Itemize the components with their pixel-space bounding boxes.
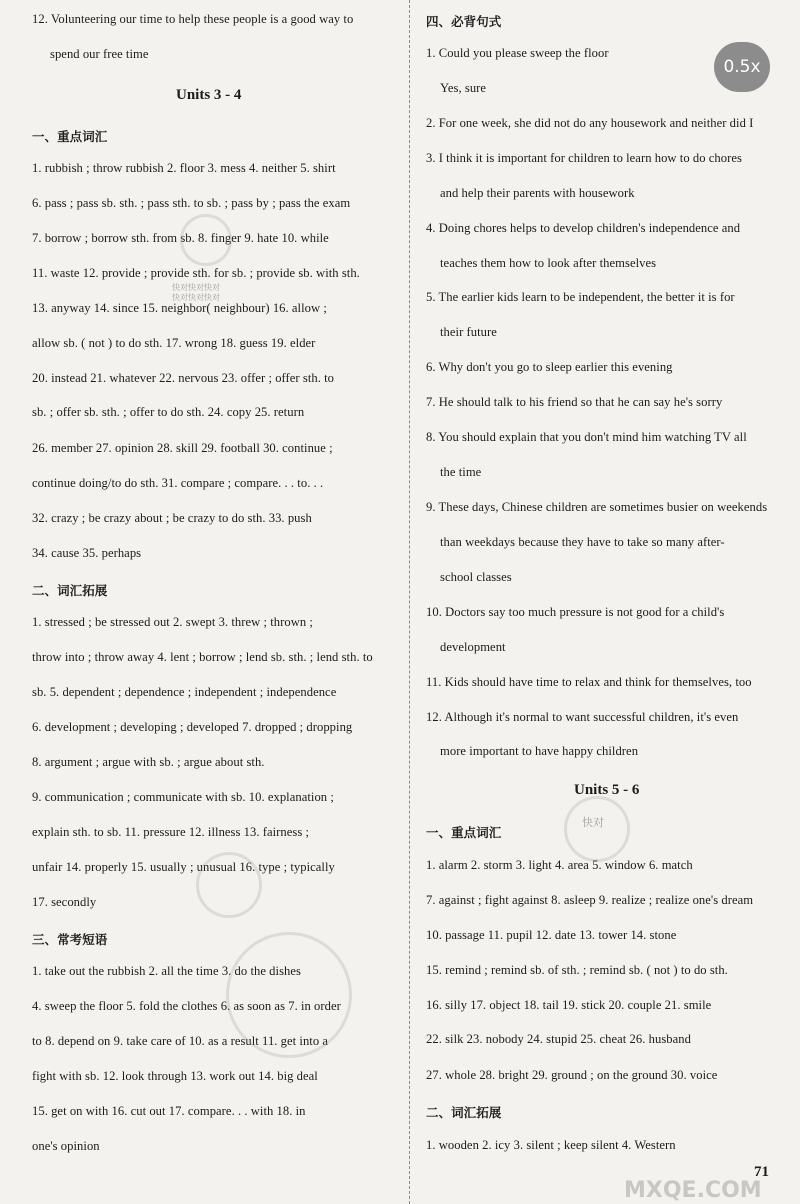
sentence-line: 11. Kids should have time to relax and think for themselves, too <box>426 675 752 689</box>
vocab-line: 20. instead 21. whatever 22. nervous 23. offer ; offer sth. to <box>32 371 335 385</box>
vocab-line: 27. whole 28. bright 29. ground ; on the ground 30. voice <box>426 1068 718 1082</box>
sentence-line: development <box>440 640 506 654</box>
section-key-vocab-title: 一、重点词汇 <box>32 129 108 144</box>
page-number: 71 <box>754 1164 769 1180</box>
phrase-line: 4. sweep the floor 5. fold the clothes 6. as soon as 7. in order <box>32 999 341 1013</box>
vocab-line: 34. cause 35. perhaps <box>32 546 142 560</box>
vocab-line: 1. alarm 2. storm 3. light 4. area 5. window 6. match <box>426 858 693 872</box>
expansion-line: unfair 14. properly 15. usually ; unusual 16. type ; typically <box>32 860 335 874</box>
vocab-line: 15. remind ; remind sb. of sth. ; remind sb. ( not ) to do sth. <box>426 963 728 977</box>
sentence-line: 12. Although it's normal to want successful children, it's even <box>426 710 739 724</box>
sentence-line: 1. Could you please sweep the floor <box>426 46 609 60</box>
watermark-ring <box>196 852 262 918</box>
section-vocab-expansion-title: 二、词汇拓展 <box>32 583 108 598</box>
phrase-line: fight with sb. 12. look through 13. work out 14. big deal <box>32 1069 318 1083</box>
zoom-badge[interactable]: 0.5x <box>714 42 770 92</box>
units-3-4-title: Units 3 - 4 <box>176 87 242 103</box>
site-watermark: MXQE.COM <box>624 1178 762 1203</box>
phrase-line: one's opinion <box>32 1139 100 1153</box>
expansion-line: 8. argument ; argue with sb. ; argue about sth. <box>32 755 265 769</box>
sentence-line: 2. For one week, she did not do any housework and neither did I <box>426 116 754 130</box>
sentence-line: their future <box>440 325 497 339</box>
item-12-line-1: 12. Volunteering our time to help these people is a good way to <box>32 12 354 26</box>
vocab-line: 10. passage 11. pupil 12. date 13. tower 14. stone <box>426 928 677 942</box>
sentence-line: more important to have happy children <box>440 744 639 758</box>
column-divider <box>409 0 410 1204</box>
expansion-line: 17. secondly <box>32 895 97 909</box>
sentence-line: 3. I think it is important for children to learn how to do chores <box>426 151 742 165</box>
expansion-line: explain sth. to sb. 11. pressure 12. illness 13. fairness ; <box>32 825 310 839</box>
sentence-line: 5. The earlier kids learn to be independent, the better it is for <box>426 290 735 304</box>
vocab-line: 13. anyway 14. since 15. neighbor( neighbour) 16. allow ; <box>32 301 327 315</box>
vocab-line: 7. borrow ; borrow sth. from sb. 8. finger 9. hate 10. while <box>32 231 329 245</box>
expansion-line: throw into ; throw away 4. lent ; borrow ; lend sb. sth. ; lend sth. to <box>32 650 373 664</box>
vocab-line: 26. member 27. opinion 28. skill 29. football 30. continue ; <box>32 441 333 455</box>
sentence-line: 4. Doing chores helps to develop children's independence and <box>426 221 741 235</box>
phrase-line: 15. get on with 16. cut out 17. compare. . . with 18. in <box>32 1104 306 1118</box>
right-column <box>414 0 800 1204</box>
watermark-stamp-text: 快对 <box>582 816 604 829</box>
sentence-line: 10. Doctors say too much pressure is not good for a child's <box>426 605 725 619</box>
sentence-line: Yes, sure <box>440 81 487 95</box>
section-common-phrases-title: 三、常考短语 <box>32 932 108 947</box>
sentence-line: the time <box>440 465 482 479</box>
sentence-line: than weekdays because they have to take so many after- <box>440 535 725 549</box>
sentence-line: 7. He should talk to his friend so that he can say he's sorry <box>426 395 723 409</box>
vocab-line: 32. crazy ; be crazy about ; be crazy to do sth. 33. push <box>32 511 312 525</box>
item-12-line-2: spend our free time <box>50 47 149 61</box>
vocab-line: 16. silly 17. object 18. tail 19. stick 20. couple 21. smile <box>426 998 712 1012</box>
watermark-ring <box>180 214 232 266</box>
vocab-line: continue doing/to do sth. 31. compare ; compare. . . to. . . <box>32 476 324 490</box>
expansion-line: 6. development ; developing ; developed 7. dropped ; dropping <box>32 720 353 734</box>
section-vocab-expansion-title: 二、词汇拓展 <box>426 1105 502 1120</box>
vocab-line: 11. waste 12. provide ; provide sth. for sb. ; provide sb. with sth. <box>32 266 360 280</box>
vocab-line: 22. silk 23. nobody 24. stupid 25. cheat 26. husband <box>426 1032 691 1046</box>
watermark-stamp-text: 快对快对快对 快对快对快对 <box>172 283 220 302</box>
sentence-line: school classes <box>440 570 512 584</box>
expansion-line: 1. stressed ; be stressed out 2. swept 3. threw ; thrown ; <box>32 615 313 629</box>
sentence-line: teaches them how to look after themselves <box>440 256 657 270</box>
expansion-line: 1. wooden 2. icy 3. silent ; keep silent 4. Western <box>426 1138 676 1152</box>
vocab-line: 6. pass ; pass sb. sth. ; pass sth. to sb. ; pass by ; pass the exam <box>32 196 351 210</box>
sentence-line: and help their parents with housework <box>440 186 635 200</box>
vocab-line: 1. rubbish ; throw rubbish 2. floor 3. mess 4. neither 5. shirt <box>32 161 336 175</box>
watermark-ring <box>564 796 630 862</box>
section-key-sentences-title: 四、必背句式 <box>426 14 502 29</box>
units-5-6-title: Units 5 - 6 <box>574 782 640 798</box>
sentence-line: 6. Why don't you go to sleep earlier this evening <box>426 360 673 374</box>
phrase-line: to 8. depend on 9. take care of 10. as a result 11. get into a <box>32 1034 329 1048</box>
expansion-line: sb. 5. dependent ; dependence ; independent ; independence <box>32 685 337 699</box>
sentence-line: 9. These days, Chinese children are sometimes busier on weekends <box>426 500 768 514</box>
vocab-line: sb. ; offer sb. sth. ; offer to do sth. 24. copy 25. return <box>32 405 305 419</box>
expansion-line: 9. communication ; communicate with sb. 10. explanation ; <box>32 790 334 804</box>
sentence-line: 8. You should explain that you don't mind him watching TV all <box>426 430 747 444</box>
vocab-line: 7. against ; fight against 8. asleep 9. realize ; realize one's dream <box>426 893 754 907</box>
section-key-vocab-title: 一、重点词汇 <box>426 825 502 840</box>
vocab-line: allow sb. ( not ) to do sth. 17. wrong 18. guess 19. elder <box>32 336 316 350</box>
watermark-ring <box>226 932 352 1058</box>
phrase-line: 1. take out the rubbish 2. all the time 3. do the dishes <box>32 964 301 978</box>
